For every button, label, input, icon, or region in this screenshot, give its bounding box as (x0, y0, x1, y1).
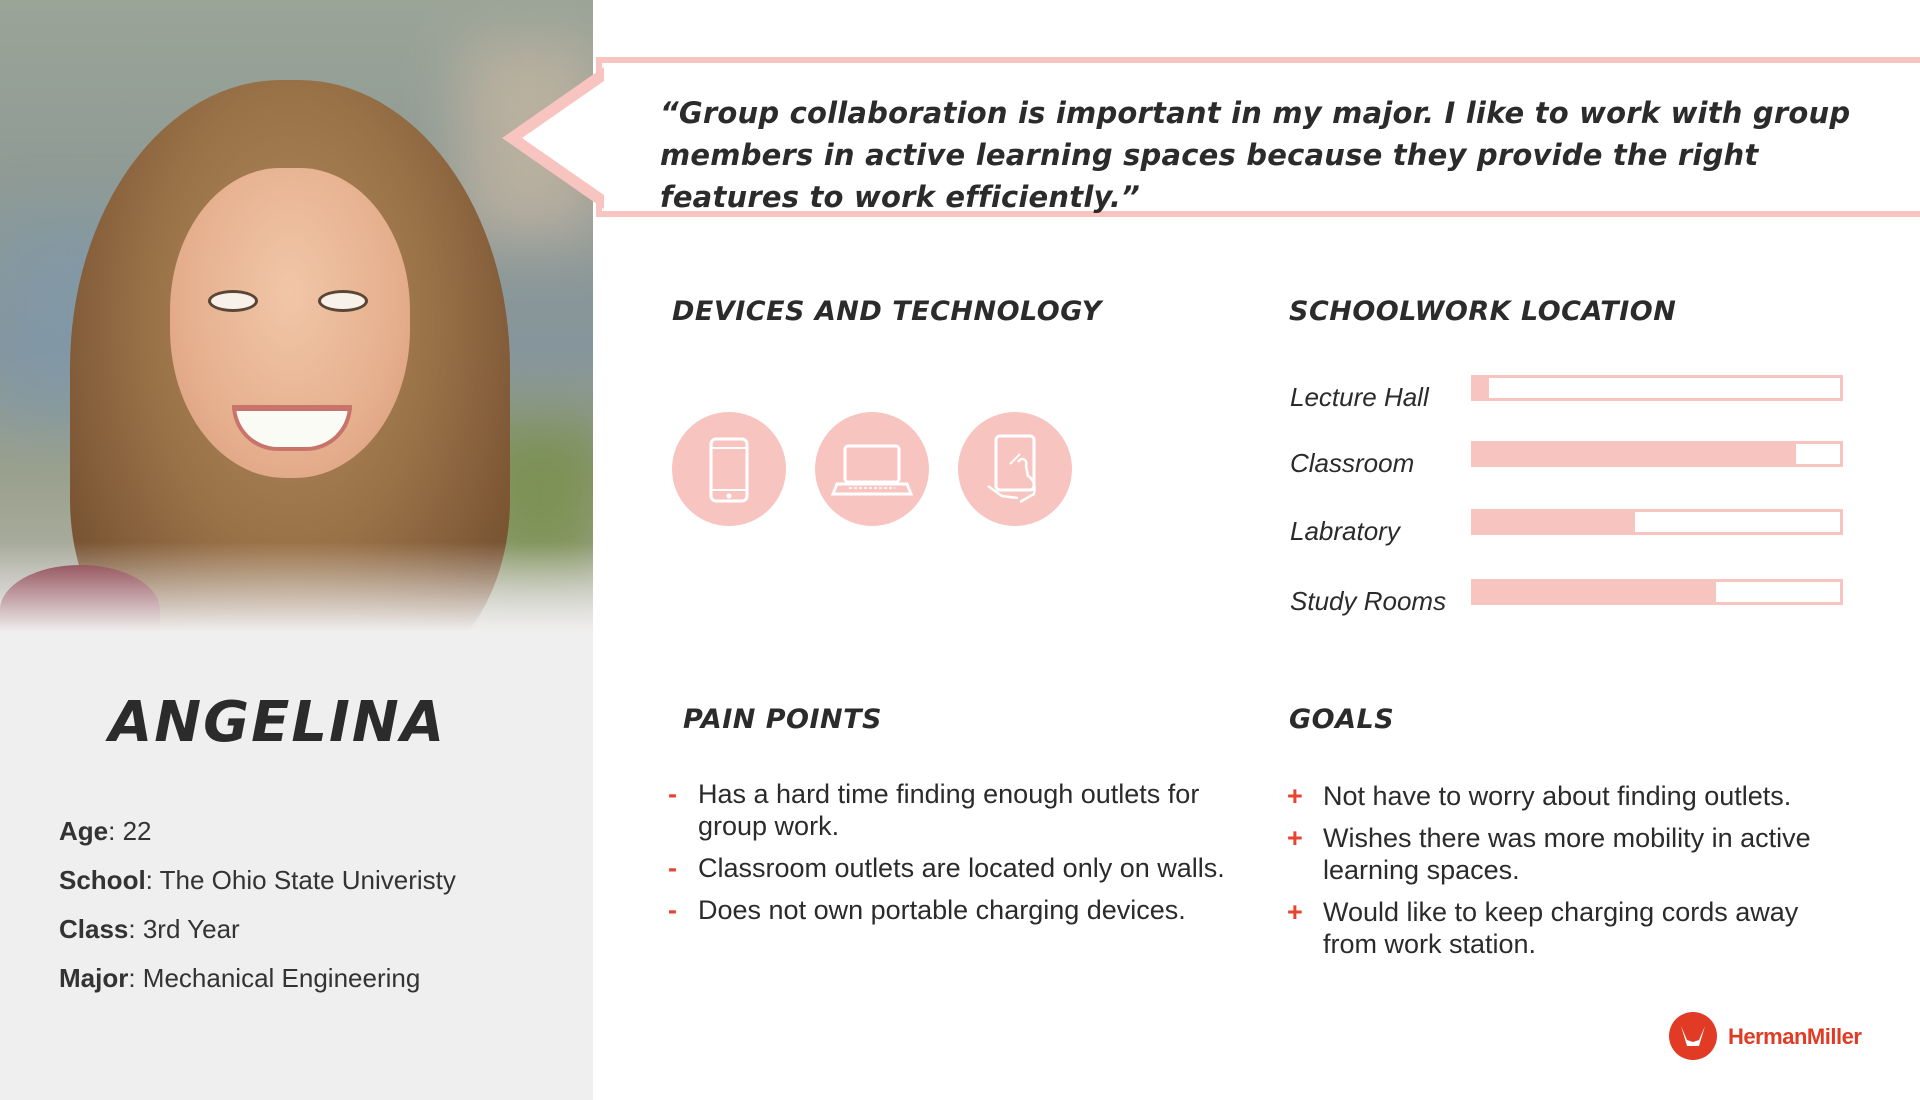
list-item: + Would like to keep charging cords away from work station. (1287, 897, 1799, 959)
class-value: 3rd Year (142, 914, 240, 944)
location-bar-fill (1474, 444, 1796, 464)
class-label: Class (59, 914, 129, 944)
list-item: - Has a hard time finding enough outlets for group work. (668, 779, 1200, 841)
brand-name: HermanMiller (1728, 1024, 1862, 1049)
location-bar-fill (1474, 378, 1489, 398)
location-bar (1471, 441, 1843, 467)
location-label: Classroom (1290, 448, 1415, 478)
list-item: + Wishes there was more mobility in active learning spaces. (1287, 823, 1811, 885)
location-bar-fill (1474, 512, 1635, 532)
location-label: Lecture Hall (1290, 382, 1429, 412)
pain-points-list (668, 778, 1228, 936)
location-label: Study Rooms (1290, 586, 1447, 616)
tablet-touch-icon (958, 412, 1072, 526)
pain-points-heading: PAIN POINTS (683, 704, 882, 735)
age-label: Age (59, 816, 109, 846)
plus-marker: + (1287, 781, 1303, 811)
location-bar (1471, 579, 1843, 605)
list-item: + Not have to worry about finding outlets. (1287, 781, 1792, 811)
detail-age: Age: 22 (59, 816, 152, 846)
smartphone-icon (672, 412, 786, 526)
goals-list (1287, 780, 1847, 970)
major-value: Mechanical Engineering (142, 963, 421, 993)
plus-marker: + (1287, 823, 1303, 853)
location-bar (1471, 375, 1843, 401)
location-label: Labratory (1290, 516, 1400, 546)
school-label: School (59, 865, 146, 895)
list-item: - Does not own portable charging devices. (668, 895, 1186, 925)
dash-marker: - (668, 853, 677, 883)
detail-major: Major: Mechanical Engineering (59, 963, 421, 993)
dash-marker: - (668, 895, 677, 925)
dash-marker: - (668, 779, 677, 809)
goals-heading: GOALS (1289, 704, 1395, 735)
devices-heading: DEVICES AND TECHNOLOGY (672, 296, 1102, 327)
detail-class: Class: 3rd Year (59, 914, 240, 944)
herman-miller-logo-icon (1669, 1012, 1717, 1060)
location-heading: SCHOOLWORK LOCATION (1289, 296, 1677, 327)
persona-name: ANGELINA (108, 690, 447, 755)
school-value: The Ohio State Univeristy (159, 865, 456, 895)
location-bar (1471, 509, 1843, 535)
laptop-icon (815, 412, 929, 526)
major-label: Major (59, 963, 129, 993)
plus-marker: + (1287, 897, 1303, 927)
detail-school: School: The Ohio State Univeristy (59, 865, 456, 895)
quote-bubble-pointer (492, 57, 604, 217)
location-bar-fill (1474, 582, 1716, 602)
age-value: 22 (122, 816, 152, 846)
quote-text: “Group collaboration is important in my major. I like to work with group members in active learning spaces because they provide the right features to work efficiently.” (660, 96, 1851, 214)
list-item: - Classroom outlets are located only on walls. (668, 853, 1225, 883)
